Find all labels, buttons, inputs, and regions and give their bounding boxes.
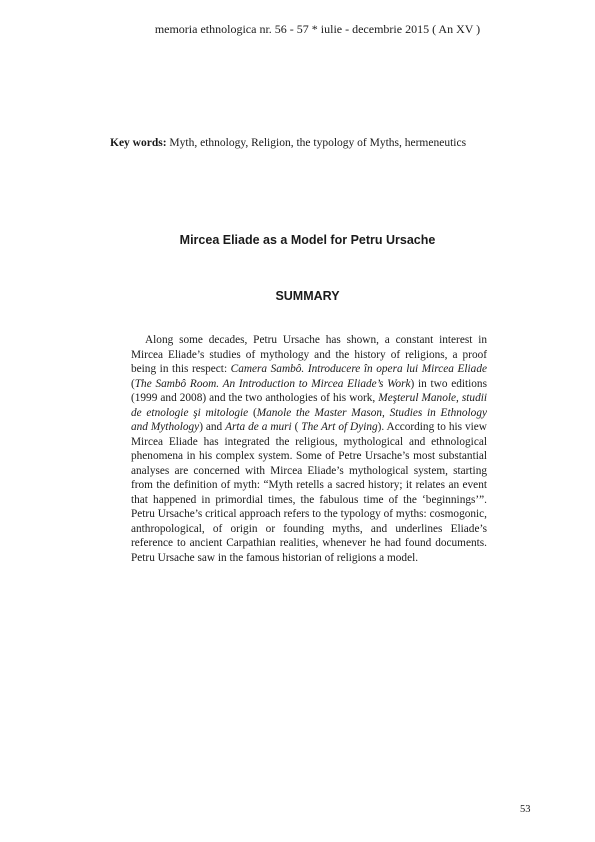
keywords-text: Myth, ethnology, Religion, the typology of Myths, hermeneutics bbox=[166, 137, 467, 149]
abstract-paragraph bbox=[131, 333, 487, 565]
article-title: Mircea Eliade as a Model for Petru Ursache bbox=[179, 233, 436, 247]
abstract-italic-title: The Art of Dying bbox=[301, 421, 378, 433]
abstract-text: ( bbox=[248, 406, 257, 419]
abstract-italic-title: The Sambô Room. An Introduction to Mircea Eliade’s Work bbox=[134, 377, 411, 390]
abstract-text: ) in two editions (1999 and 2008) and the two anthologies of his work, bbox=[131, 377, 487, 404]
keywords-label: Key words: bbox=[110, 137, 167, 149]
abstract-text: ( bbox=[291, 421, 302, 433]
running-header: memoria ethnologica nr. 56 - 57 * iulie - decembrie 2015 ( An XV ) bbox=[154, 22, 481, 36]
keywords-line bbox=[110, 137, 550, 149]
summary-heading: SUMMARY bbox=[275, 289, 340, 303]
abstract-italic-title: Manole the Master Mason, Studies in Ethnology and Mythology bbox=[131, 406, 487, 433]
abstract-italic-title: Arta de a muri bbox=[225, 421, 292, 433]
abstract-italic-title: Meşterul Manole, studii de etnologie şi mitologie bbox=[131, 392, 487, 419]
abstract-text: Along some decades, Petru Ursache has shown, a constant interest in Mircea Eliade’s studies of mythology and the history of religions, a proof being in this respect: bbox=[131, 334, 487, 375]
abstract-italic-title: Camera Sambô. Introducere în opera lui Mircea Eliade bbox=[230, 363, 487, 375]
abstract-text: ( bbox=[131, 377, 135, 390]
page-number: 53 bbox=[520, 804, 531, 815]
abstract-text: ). According to his view Mircea Eliade has integrated the religious, mythological and ethnological phenomena in his complex system. Some of Petre Ursache’s most substantial analyses are concerned with Mircea Eliade’s mythological system, starting from the definition of myth: “Myth retells a sacred history; it relates an event that happened in primordial times, the fabulous time of the ‘beginnings’”. Petru Ursache’s critical approach refers to the typology of myths: cosmogonic, anthropological, of origin or founding myths, and underlines Eliade’s reference to ancient Carpathian realities, whenever he had found documents. Petru Ursache saw in the famous historian of religions a model. bbox=[131, 421, 487, 564]
abstract-text: ) and bbox=[199, 421, 226, 433]
